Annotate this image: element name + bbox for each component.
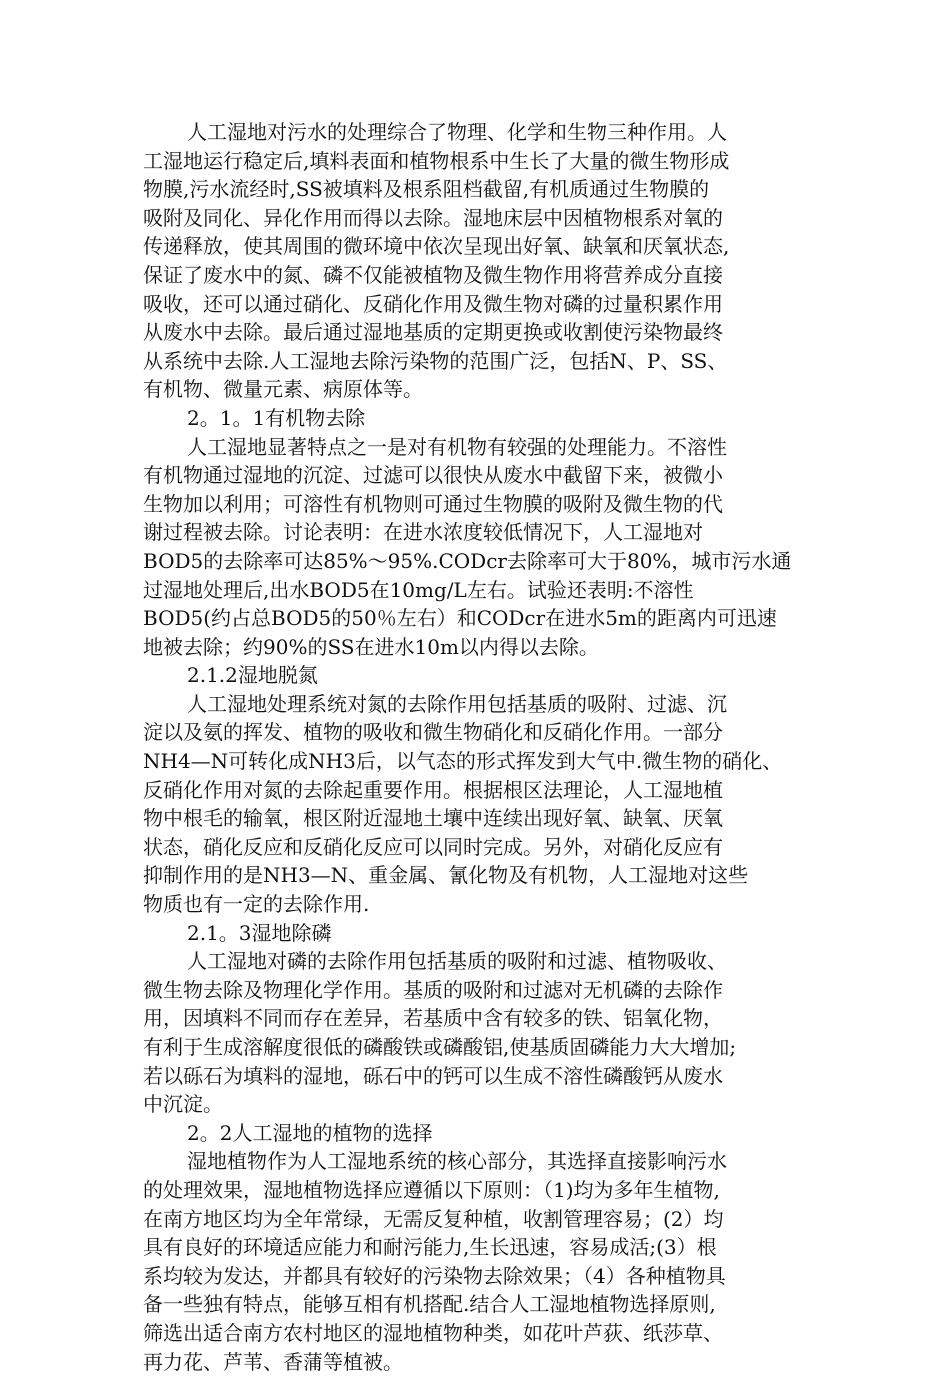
text-line: 2。2人工湿地的植物的选择 — [187, 1120, 433, 1145]
document-page — [143, 118, 815, 1376]
text-line: BOD5(约占总BOD5的50％左右）和CODcr在进水5m的距离内可迅速 — [143, 606, 777, 631]
text-line: 2.1.2湿地脱氮 — [187, 663, 318, 688]
text-line: 人工湿地处理系统对氮的去除作用包括基质的吸附、过滤、沉 — [187, 691, 727, 716]
text-line: 人工湿地对污水的处理综合了物理、化学和生物三种作用。人 — [187, 120, 727, 144]
text-line: 2.1。3湿地除磷 — [187, 920, 332, 945]
text-line: 工湿地运行稳定后,填料表面和植物根系中生长了大量的微生物形成 — [143, 148, 730, 173]
text-line: 吸附及同化、异化作用而得以去除。湿地床层中因植物根系对氧的 — [143, 205, 723, 230]
text-line: 若以砾石为填料的湿地，砾石中的钙可以生成不溶性磷酸钙从废水 — [143, 1063, 723, 1088]
text-line: 从废水中去除。最后通过湿地基质的定期更换或收割使污染物最终 — [143, 320, 723, 345]
text-line: 物中根毛的输氧，根区附近湿地土壤中连续出现好氧、缺氧、厌氧 — [143, 806, 723, 831]
text-line: 有利于生成溶解度很低的磷酸铁或磷酸铝,使基质固磷能力大大增加; — [143, 1035, 737, 1059]
text-line: 传递释放，使其周围的微环境中依次呈现出好氧、缺氧和厌氧状态, — [143, 234, 730, 259]
text-line: 谢过程被去除。讨论表明：在进水浓度较低情况下，人工湿地对 — [143, 520, 703, 545]
text-line: 在南方地区均为全年常绿，无需反复种植，收割管理容易；(2）均 — [143, 1206, 724, 1231]
text-line: 人工湿地显著特点之一是对有机物有较强的处理能力。不溶性 — [187, 434, 727, 459]
text-line: 中沉淀。 — [143, 1092, 223, 1117]
text-line: 过湿地处理后,出水BOD5在10mg/L左右。试验还表明:不溶性 — [143, 577, 694, 602]
text-line: NH4—N可转化成NH3后，以气态的形式挥发到大气中.微生物的硝化、 — [143, 749, 783, 774]
text-line: 从系统中去除.人工湿地去除污染物的范围广泛，包括N、P、SS、 — [143, 348, 728, 373]
text-line: 的处理效果，湿地植物选择应遵循以下原则：（1)均为多年生植物, — [143, 1177, 720, 1202]
text-line: 淀以及氨的挥发、植物的吸收和微生物硝化和反硝化作用。一部分 — [143, 720, 723, 745]
text-line: 有机物通过湿地的沉淀、过滤可以很快从废水中截留下来，被微小 — [143, 463, 723, 488]
text-line: 保证了废水中的氮、磷不仅能被植物及微生物作用将营养成分直接 — [143, 262, 723, 287]
text-line: 系均较为发达，并都具有较好的污染物去除效果；（4）各种植物具 — [143, 1263, 726, 1288]
text-line: 地被去除；约90%的SS在进水10m以内得以去除。 — [143, 634, 599, 659]
text-line: 具有良好的环境适应能力和耐污能力,生长迅速，容易成活;(3）根 — [143, 1235, 717, 1260]
text-line: 物质也有一定的去除作用. — [143, 892, 370, 917]
text-line: 物膜,污水流经时,SS被填料及根系阻档截留,有机质通过生物膜的 — [143, 177, 710, 202]
text-line: 微生物去除及物理化学作用。基质的吸附和过滤对无机磷的去除作 — [143, 977, 723, 1002]
text-line: 生物加以利用；可溶性有机物则可通过生物膜的吸附及微生物的代 — [143, 491, 723, 516]
text-line: 吸收，还可以通过硝化、反硝化作用及微生物对磷的过量积累作用 — [143, 291, 723, 316]
text-line: 用，因填料不同而存在差异，若基质中含有较多的铁、铝氧化物， — [143, 1006, 723, 1031]
text-line: 湿地植物作为人工湿地系统的核心部分，其选择直接影响污水 — [187, 1149, 727, 1174]
text-line: 人工湿地对磷的去除作用包括基质的吸附和过滤、植物吸收、 — [187, 949, 727, 974]
text-line: 2。1。1有机物去除 — [187, 405, 366, 430]
text-line: 抑制作用的是NH3—N、重金属、氰化物及有机物，人工湿地对这些 — [143, 863, 749, 888]
text-line: 有机物、微量元素、病原体等。 — [143, 377, 423, 402]
text-line: 再力花、芦苇、香蒲等植被。 — [143, 1349, 403, 1374]
text-line: 筛选出适合南方农村地区的湿地植物种类，如花叶芦荻、纸莎草、 — [143, 1320, 723, 1345]
text-line: 反硝化作用对氮的去除起重要作用。根据根区法理论，人工湿地植 — [143, 777, 723, 802]
text-line: 备一些独有特点，能够互相有机搭配.结合人工湿地植物选择原则, — [143, 1292, 716, 1317]
text-line: BOD5的去除率可达85%～95%.CODcr去除率可大于80%，城市污水通 — [143, 548, 792, 573]
text-line: 状态，硝化反应和反硝化反应可以同时完成。另外，对硝化反应有 — [143, 834, 723, 859]
